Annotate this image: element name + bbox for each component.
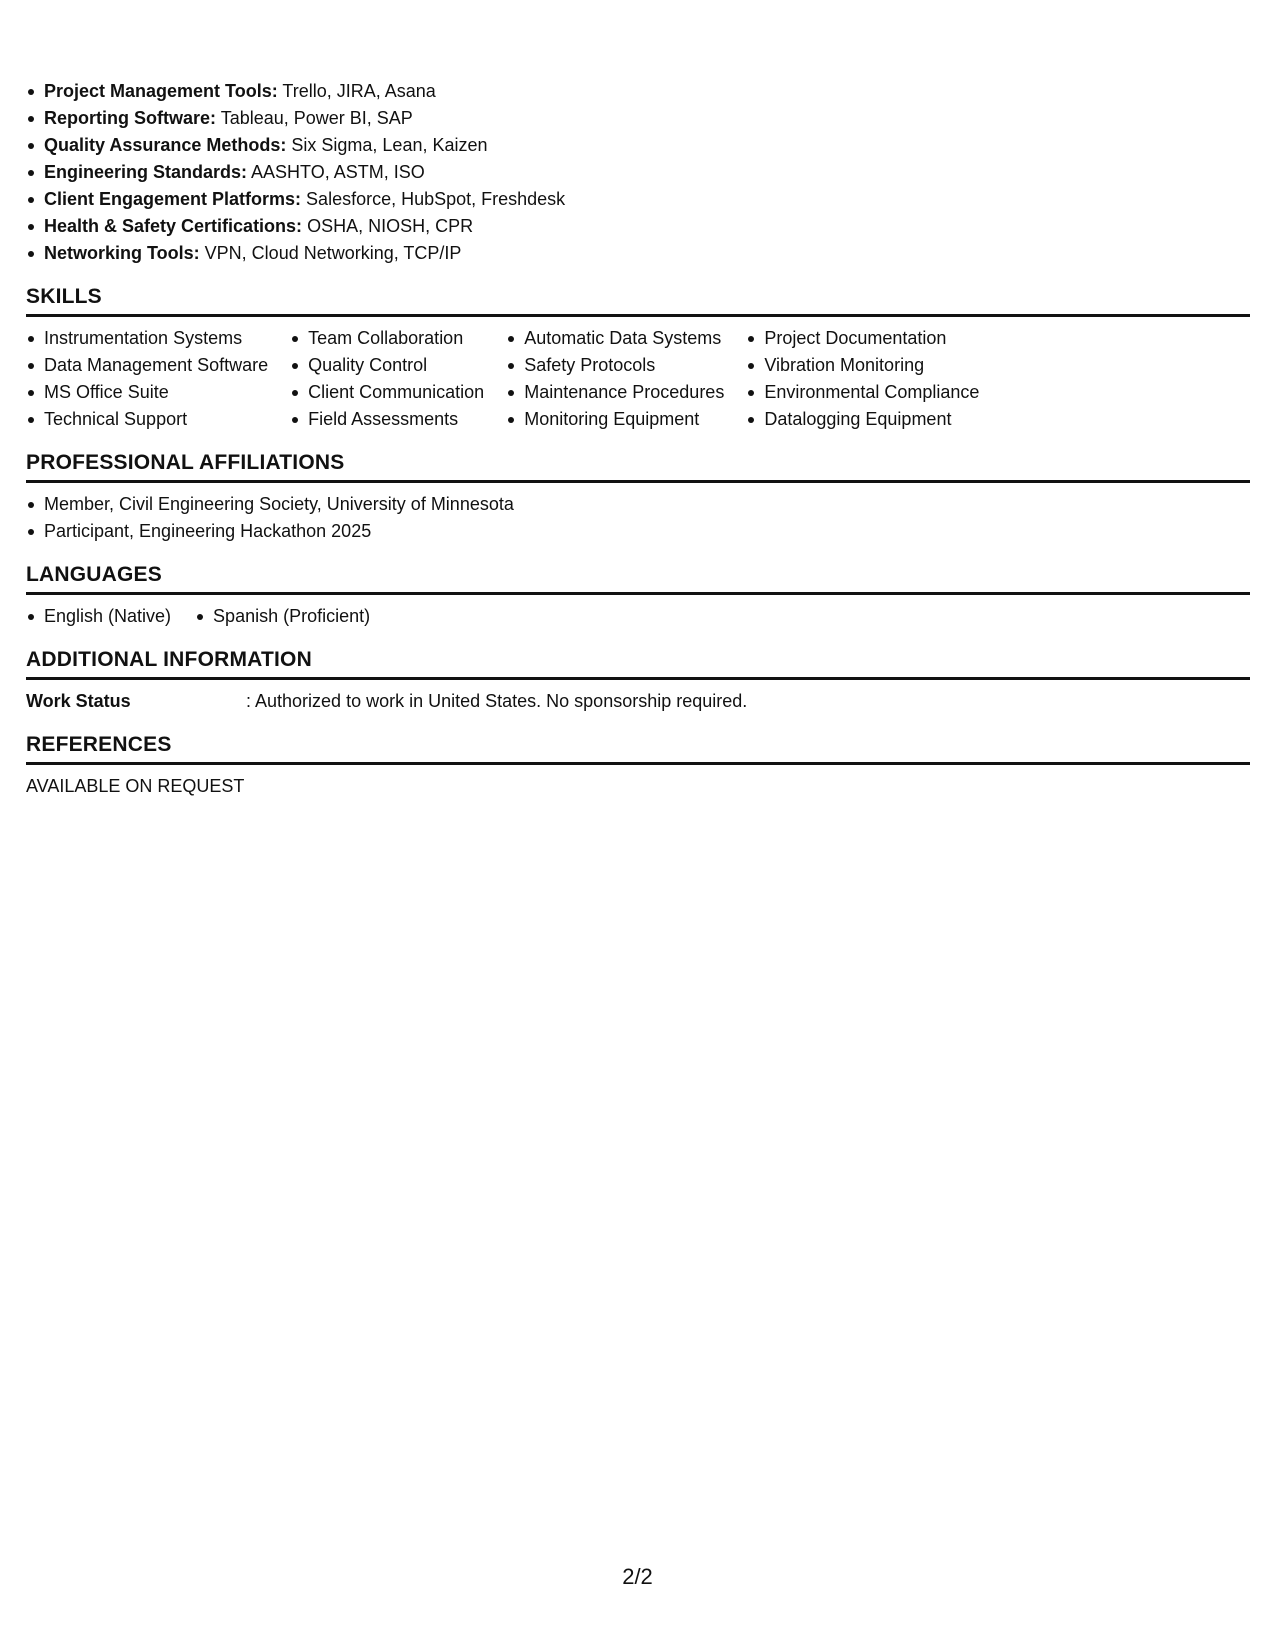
tool-category-label: Health & Safety Certifications: [44,216,303,236]
work-status-row [26,688,1250,715]
languages-list [26,603,1250,630]
skills-column [746,325,979,433]
list-item [26,132,1250,159]
references-text: AVAILABLE ON REQUEST [26,776,245,796]
tool-category-value: VPN, Cloud Networking, TCP/IP [199,243,462,263]
list-item: Participant, Engineering Hackathon 2025 [26,518,1250,545]
tool-category-value: OSHA, NIOSH, CPR [302,216,474,236]
skills-section [26,284,1250,433]
affiliations-list [26,491,1250,545]
tool-category-value: Trello, JIRA, Asana [277,81,436,101]
tool-category-label: Project Management Tools: [44,81,278,101]
section-heading-references: REFERENCES [26,732,1250,765]
skill-item: Automatic Data Systems [506,325,724,352]
list-item [26,186,1250,213]
skill-item: Technical Support [26,406,268,433]
list-item [26,105,1250,132]
skills-grid [26,325,1250,433]
skill-item: Project Documentation [746,325,979,352]
skill-item: Team Collaboration [290,325,484,352]
skill-item: Safety Protocols [506,352,724,379]
list-item [26,240,1250,267]
section-heading-additional-info: ADDITIONAL INFORMATION [26,647,1250,680]
tool-category-label: Networking Tools: [44,243,200,263]
list-item: Member, Civil Engineering Society, University of Minnesota [26,491,1250,518]
technical-tools-list [26,78,1250,267]
tool-category-value: Six Sigma, Lean, Kaizen [286,135,488,155]
skills-column [506,325,724,433]
additional-info-section [26,647,1250,715]
skills-column [26,325,268,433]
skill-item: Environmental Compliance [746,379,979,406]
tool-category-value: Salesforce, HubSpot, Freshdesk [301,189,566,209]
tool-category-value: AASHTO, ASTM, ISO [247,162,425,182]
skill-item: MS Office Suite [26,379,268,406]
affiliations-section [26,450,1250,545]
skill-item: Data Management Software [26,352,268,379]
skill-item: Quality Control [290,352,484,379]
list-item [26,213,1250,240]
work-status-value: : Authorized to work in United States. No sponsorship required. [246,691,748,711]
tool-category-label: Engineering Standards: [44,162,248,182]
section-heading-affiliations: PROFESSIONAL AFFILIATIONS [26,450,1250,483]
language-item: English (Native) [26,603,171,630]
tool-category-label: Reporting Software: [44,108,217,128]
language-item: Spanish (Proficient) [195,603,370,630]
skill-item: Vibration Monitoring [746,352,979,379]
section-heading-skills: SKILLS [26,284,1250,317]
skill-item: Maintenance Procedures [506,379,724,406]
resume-page [26,78,1250,800]
skill-item: Instrumentation Systems [26,325,268,352]
skill-item: Datalogging Equipment [746,406,979,433]
section-heading-languages: LANGUAGES [26,562,1250,595]
skill-item: Monitoring Equipment [506,406,724,433]
references-section [26,732,1250,800]
skills-column [290,325,484,433]
languages-section [26,562,1250,630]
skill-item: Client Communication [290,379,484,406]
tool-category-value: Tableau, Power BI, SAP [216,108,413,128]
list-item [26,78,1250,105]
page-number: 2/2 [622,1564,653,1589]
skill-item: Field Assessments [290,406,484,433]
tool-category-label: Quality Assurance Methods: [44,135,287,155]
tool-category-label: Client Engagement Platforms: [44,189,302,209]
list-item [26,159,1250,186]
work-status-label: Work Status [26,691,131,711]
